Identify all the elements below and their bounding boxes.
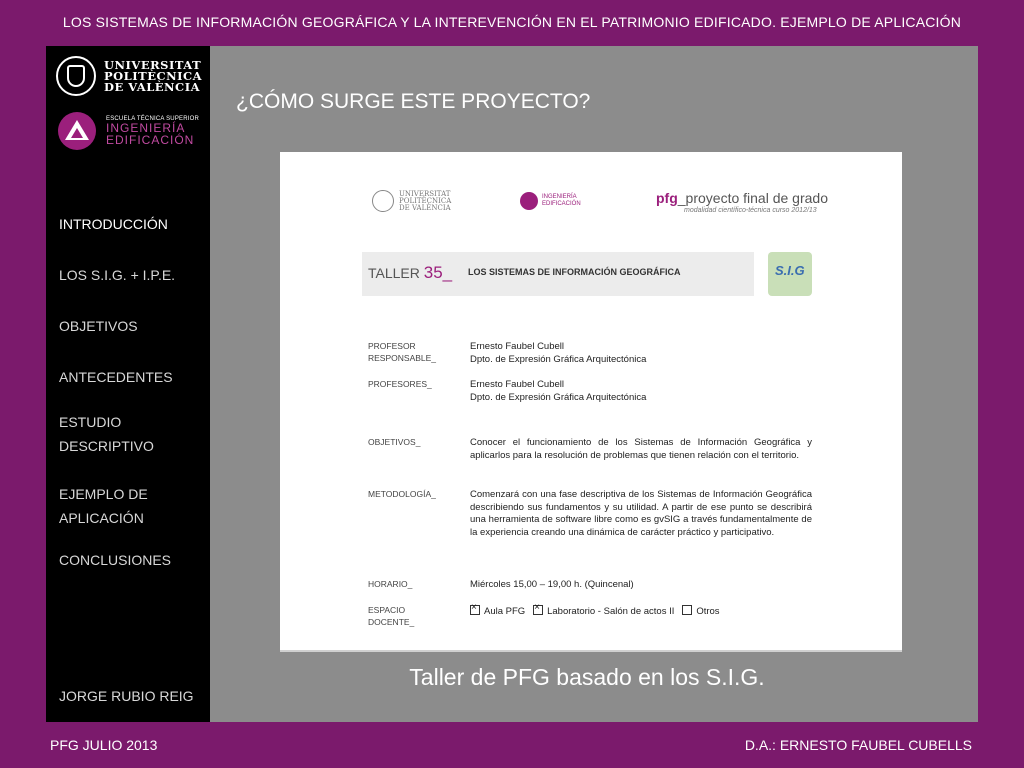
nav-estudio-descriptivo[interactable]: ESTUDIO DESCRIPTIVO xyxy=(59,414,154,454)
doc-label-espacio-docente: ESPACIO DOCENTE_ xyxy=(368,605,415,627)
footer-date: PFG JULIO 2013 xyxy=(50,737,158,753)
upv-logo-text: UNIVERSITAT POLITÈCNICA DE VALÈNCIA xyxy=(104,57,203,94)
doc-upv-logo: UNIVERSITAT POLITÈCNICA DE VALÈNCIA xyxy=(372,190,451,212)
ingenieria-edificacion-logo: ESCUELA TÉCNICA SUPERIOR INGENIERÍA EDIFICACIÓN xyxy=(58,112,199,150)
doc-value-profesor-responsable: Ernesto Faubel Cubell Dpto. de Expresión Gráfica Arquitectónica xyxy=(470,341,647,365)
slide-caption: Taller de PFG basado en los S.I.G. xyxy=(409,664,765,690)
presentation-title: LOS SISTEMAS DE INFORMACIÓN GEOGRÁFICA Y LA INTEREVENCIÓN EN EL PATRIMONIO EDIFICADO. EJEMPLO DE APLICACIÓN xyxy=(62,14,962,30)
doc-label-metodologia: METODOLOGÍA_ xyxy=(368,489,436,499)
slide-frame xyxy=(46,46,978,722)
nav-ejemplo-aplicacion[interactable]: EJEMPLO DE APLICACIÓN xyxy=(59,486,148,526)
unchecked-box-icon xyxy=(682,605,692,615)
doc-ie-logo: INGENIERÍA EDIFICACIÓN xyxy=(520,192,581,210)
upv-logo xyxy=(56,56,202,96)
checked-box-icon xyxy=(533,605,543,615)
doc-pfg-heading: pfg_proyecto final de grado xyxy=(656,190,828,206)
checked-box-icon xyxy=(470,605,480,615)
doc-value-metodologia: Comenzará con una fase descriptiva de los Sistemas de Información Geográfica describiendo sus fundamentos y su utilidad. A partir de ese punto se describirá una herramienta de software libre como es gvSIG a través fundamentalmente de la experiencia creando una dinámica de carácter práctico y participativo. xyxy=(470,489,812,538)
doc-value-profesores: Ernesto Faubel Cubell Dpto. de Expresión Gráfica Arquitectónica xyxy=(470,379,647,403)
doc-label-profesor-responsable: PROFESOR RESPONSABLE_ xyxy=(368,341,437,363)
doc-pfg-subtitle: modalidad científico-técnica curso 2012/13 xyxy=(684,207,817,214)
document-image xyxy=(280,152,902,652)
doc-value-espacio-docente: ×Aula PFG × Laboratorio - Salón de actos II Otros xyxy=(470,605,812,619)
nav-objetivos[interactable]: OBJETIVOS xyxy=(59,318,138,334)
doc-value-objetivos: Conocer el funcionamiento de los Sistemas de Información Geográfica y aplicarlos para la resolución de problemas que tienen relación con el territorio. xyxy=(470,437,812,461)
doc-value-horario: Miércoles 15,00 – 19,00 h. (Quincenal) xyxy=(470,579,634,590)
doc-label-profesores: PROFESORES_ xyxy=(368,379,432,389)
university-seal-icon xyxy=(56,56,96,96)
nav-introduccion[interactable]: INTRODUCCIÓN xyxy=(59,216,168,232)
doc-label-horario: HORARIO_ xyxy=(368,579,413,589)
nav-conclusiones[interactable]: CONCLUSIONES xyxy=(59,552,172,568)
nav-sig-ipe[interactable]: LOS S.I.G. + I.P.E. xyxy=(59,267,176,283)
slide-title: ¿CÓMO SURGE ESTE PROYECTO? xyxy=(236,90,591,113)
doc-taller-banner: TALLER 35_ LOS SISTEMAS DE INFORMACIÓN GEOGRÁFICA xyxy=(362,252,754,296)
doc-seal-icon xyxy=(372,190,394,212)
sig-map-icon: S.I.G xyxy=(768,252,812,296)
author-name: JORGE RUBIO REIG xyxy=(59,688,194,704)
footer-director: D.A.: ERNESTO FAUBEL CUBELLS xyxy=(744,737,972,753)
doc-label-objetivos: OBJETIVOS_ xyxy=(368,437,421,447)
ie-triangle-icon xyxy=(58,112,96,150)
nav-antecedentes[interactable]: ANTECEDENTES xyxy=(59,369,173,385)
sidebar xyxy=(46,46,210,722)
doc-ie-triangle-icon xyxy=(520,192,538,210)
